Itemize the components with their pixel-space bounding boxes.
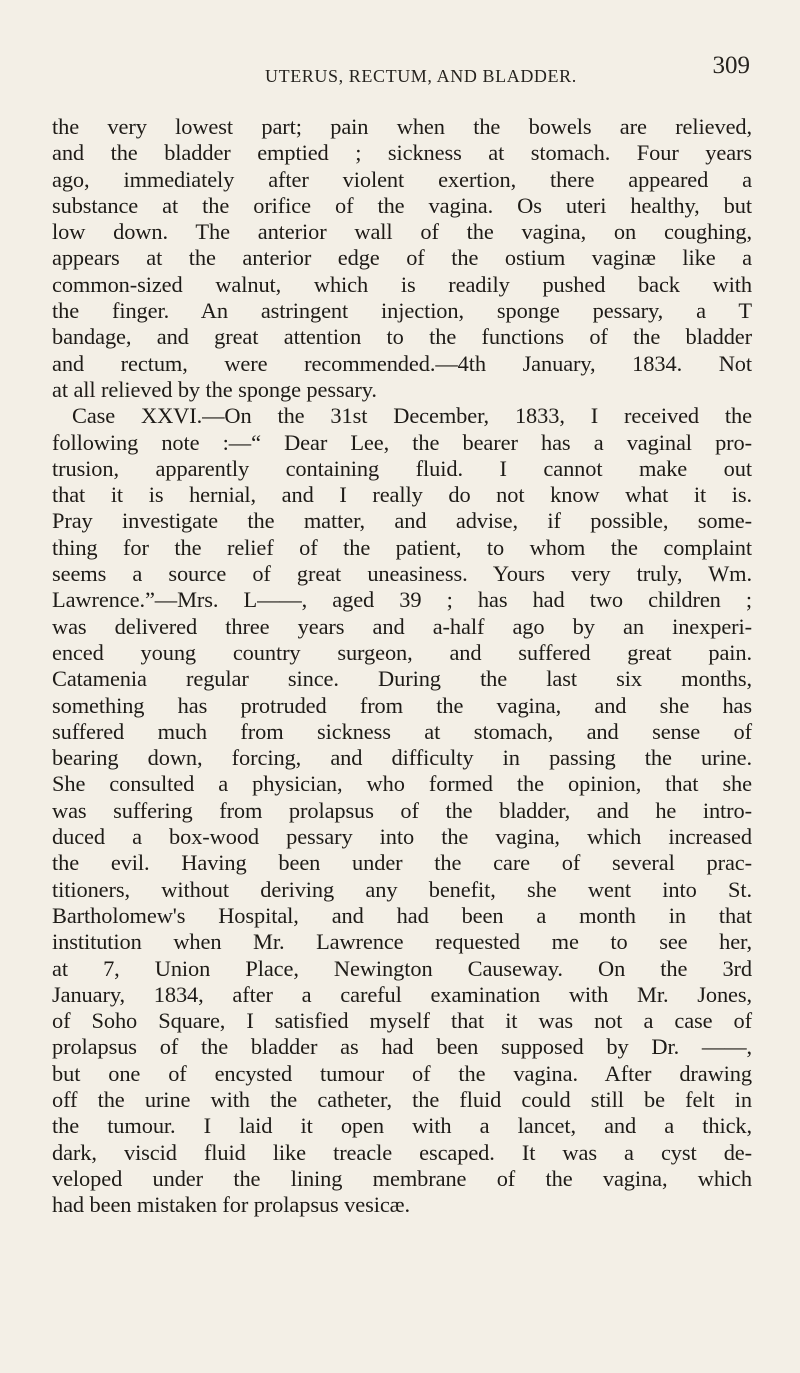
running-head: UTERUS, RECTUM, AND BLADDER. xyxy=(265,66,577,86)
text-line: enced young country surgeon, and suffered great pain. xyxy=(52,639,752,665)
text-line: at all relieved by the sponge pessary. xyxy=(52,376,377,402)
text-line: institution when Mr. Lawrence requested me to see her, xyxy=(52,929,752,955)
text-line: trusion, apparently containing fluid. I cannot make out xyxy=(52,455,752,481)
text-line: prolapsus of the bladder as had been supposed by Dr. ——, xyxy=(52,1034,752,1060)
text-line: the evil. Having been under the care of several prac- xyxy=(52,850,752,876)
text-line: the tumour. I laid it open with a lancet, and a thick, xyxy=(52,1113,752,1139)
text-line: was suffering from prolapsus of the bladder, and he intro- xyxy=(52,797,752,823)
text-line: the finger. An astringent injection, sponge pessary, a T xyxy=(52,298,752,324)
text-line: was delivered three years and a-half ago by an inexperi- xyxy=(52,613,752,639)
text-line: titioners, without deriving any benefit, she went into St. xyxy=(52,876,752,902)
text-line: suffered much from sickness at stomach, and sense of xyxy=(52,718,752,744)
text-line: and the bladder emptied ; sickness at stomach. Four years xyxy=(52,140,752,166)
text-line: veloped under the lining membrane of the vagina, which xyxy=(52,1165,752,1191)
text-line: She consulted a physician, who formed the opinion, that she xyxy=(52,771,752,797)
text-line: low down. The anterior wall of the vagina, on coughing, xyxy=(52,219,752,245)
body-text xyxy=(52,114,752,1218)
text-line: ago, immediately after violent exertion, there appeared a xyxy=(52,166,752,192)
text-line: Catamenia regular since. During the last six months, xyxy=(52,666,752,692)
text-line: common-sized walnut, which is readily pushed back with xyxy=(52,271,752,297)
text-line: the very lowest part; pain when the bowels are relieved, xyxy=(52,114,752,139)
text-line: Case XXVI.—On the 31st December, 1833, I received the xyxy=(72,403,752,429)
text-line: duced a box-wood pessary into the vagina, which increased xyxy=(52,824,752,850)
text-line: Lawrence.”—Mrs. L——, aged 39 ; has had two children ; xyxy=(52,587,752,613)
text-line: Bartholomew's Hospital, and had been a month in that xyxy=(52,902,752,928)
text-line: January, 1834, after a careful examination with Mr. Jones, xyxy=(52,981,752,1007)
text-line: following note :—“ Dear Lee, the bearer has a vaginal pro- xyxy=(52,429,752,455)
text-line: something has protruded from the vagina, and she has xyxy=(52,692,752,718)
text-line: that it is hernial, and I really do not know what it is. xyxy=(52,482,752,508)
text-line: bearing down, forcing, and difficulty in passing the urine. xyxy=(52,745,752,771)
text-line: substance at the orifice of the vagina. Os uteri healthy, but xyxy=(52,192,752,218)
text-line: thing for the relief of the patient, to whom the complaint xyxy=(52,534,752,560)
text-line: at 7, Union Place, Newington Causeway. On the 3rd xyxy=(52,955,752,981)
text-line: dark, viscid fluid like treacle escaped. It was a cyst de- xyxy=(52,1139,752,1165)
page-number: 309 xyxy=(712,52,750,79)
text-line: but one of encysted tumour of the vagina. After drawing xyxy=(52,1060,752,1086)
text-line: bandage, and great attention to the functions of the bladder xyxy=(52,324,752,350)
page-header xyxy=(90,52,750,102)
text-line: had been mistaken for prolapsus vesicæ. xyxy=(52,1192,410,1218)
text-line: Pray investigate the matter, and advise, if possible, some- xyxy=(52,508,752,534)
text-line: seems a source of great uneasiness. Yours very truly, Wm. xyxy=(52,561,752,587)
text-line: of Soho Square, I satisfied myself that it was not a case of xyxy=(52,1008,752,1034)
text-line: off the urine with the catheter, the fluid could still be felt in xyxy=(52,1086,752,1112)
text-line: and rectum, were recommended.—4th January, 1834. Not xyxy=(52,350,752,376)
text-line: appears at the anterior edge of the ostium vaginæ like a xyxy=(52,245,752,271)
